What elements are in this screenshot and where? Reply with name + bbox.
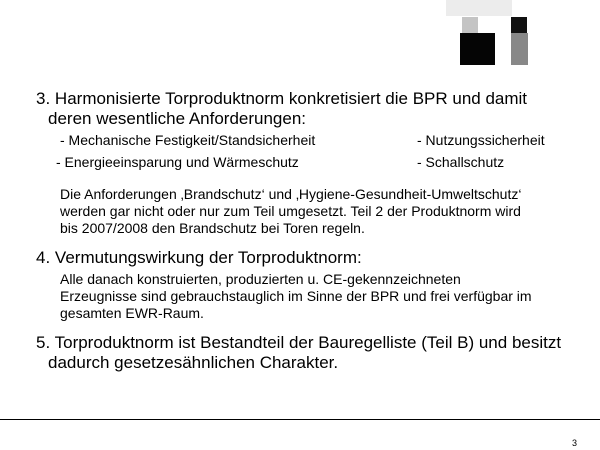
- paragraph-1-line-2: werden gar nicht oder nur zum Teil umgesetzt. Teil 2 der Produktnorm wird: [60, 203, 521, 219]
- logo-block-gray: [462, 17, 478, 33]
- requirement-sound-protection: - Schallschutz: [417, 154, 505, 170]
- page-number: 3: [572, 438, 578, 448]
- logo-block-black-large: [460, 33, 495, 65]
- logo-block-black-small: [511, 17, 527, 33]
- point-3-number: 3.: [36, 89, 51, 108]
- paragraph-presumption: [60, 271, 596, 322]
- paragraph-1-line-1: Die Anforderungen ‚Brandschutz‘ und ‚Hygiene-Gesundheit-Umweltschutz‘: [60, 186, 522, 202]
- point-5-line-2: dadurch gesetzesähnlichen Charakter.: [48, 353, 339, 372]
- paragraph-2-line-3: gesamten EWR-Raum.: [60, 305, 204, 321]
- point-4-line-1: Vermutungswirkung der Torproduktnorm:: [54, 248, 362, 267]
- point-3: [36, 89, 592, 129]
- paragraph-2-line-2: Erzeugnisse sind gebrauchstauglich im Sinne der BPR und frei verfügbar im: [60, 288, 532, 304]
- paragraph-1-line-3: bis 2007/2008 den Brandschutz bei Toren regeln.: [60, 220, 365, 236]
- point-4: [36, 248, 592, 268]
- logo-block-dark-gray: [511, 33, 528, 65]
- point-5-number: 5.: [36, 333, 51, 352]
- paragraph-2-line-1: Alle danach konstruierten, produzierten u. CE-gekennzeichneten: [60, 271, 461, 287]
- requirement-mechanical-strength: - Mechanische Festigkeit/Standsicherheit: [60, 132, 316, 148]
- point-5: [36, 333, 592, 373]
- logo-block-light: [446, 0, 512, 16]
- point-4-number: 4.: [36, 248, 51, 267]
- point-5-line-1: Torproduktnorm ist Bestandteil der Bauregelliste (Teil B) und besitzt: [54, 333, 562, 352]
- requirement-safety-in-use: - Nutzungssicherheit: [417, 132, 545, 148]
- requirement-energy-saving: - Energieeinsparung und Wärmeschutz: [56, 154, 299, 170]
- point-3-line-2: deren wesentliche Anforderungen:: [48, 109, 307, 128]
- paragraph-fire-protection: [60, 186, 596, 237]
- point-3-line-1: Harmonisierte Torproduktnorm konkretisiert die BPR und damit: [54, 89, 528, 108]
- footer-divider: [0, 419, 600, 420]
